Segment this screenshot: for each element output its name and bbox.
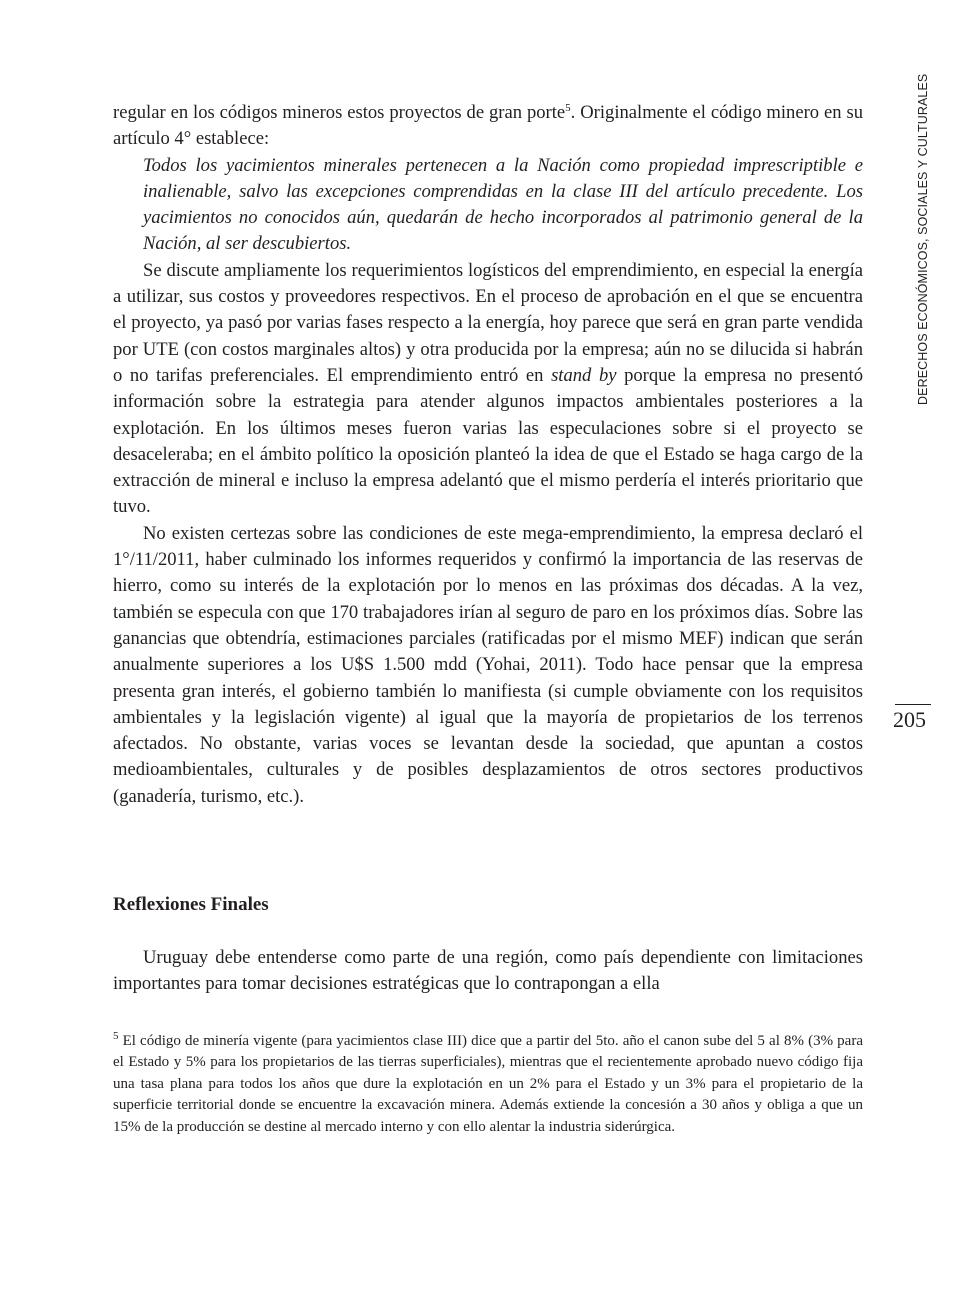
section-heading: Reflexiones Finales — [113, 894, 269, 915]
running-header-text: DERECHOS ECONÓMICOS, SOCIALES Y CULTURALES — [916, 73, 930, 405]
footnote-reference: 5 — [565, 101, 571, 114]
paragraph-1-before: regular en los códigos mineros estos proyectos de gran porte — [113, 102, 566, 123]
paragraph-2-italic: stand by — [551, 364, 617, 386]
footnote — [113, 1031, 863, 1138]
paragraph-2 — [113, 258, 863, 521]
page-number: 205 — [893, 707, 926, 732]
page-number-rule — [895, 704, 931, 705]
closing-text — [113, 945, 863, 998]
paragraph-3: No existen certezas sobre las condiciones de este mega-emprendimiento, la empresa declaró el 1°/11/2011, haber culminado los informes requeridos y confirmó la importancia de las reservas de hierro, como su interés de la explotación por lo menos en las próximas dos décadas. A la vez, también se especula con que 170 trabajadores irían al seguro de paro en los próximos días. Sobre las ganancias que obtendría, estimaciones parciales (ratificadas por el mismo MEF) indican que serán anualmente superiores a los U$S 1.500 mdd (Yohai, 2011). Todo hace pensar que la empresa presenta gran interés, el gobierno también lo manifiesta (si cumple obviamente con los requisitos ambientales y la legislación vigente) al igual que la mayoría de propietarios de los terrenos afectados. No obstante, varias voces se levantan desde la sociedad, que apuntan a costos medioambientales, culturales y de posibles desplazamientos de otros sectores productivos (ganadería, turismo, etc.). — [113, 522, 863, 807]
paragraph-2-before: Se discute ampliamente los requerimientos logísticos del emprendimiento, en especial la energía a utilizar, sus costos y proveedores respectivos. En el proceso de aprobación en el que se encuentra el proyecto, ya pasó por varias fases respecto a la energía, hoy parece que será en gran parte vendida por UTE (con costos marginales altos) y otra producida por la empresa; aún no se dilucida si habrán o no tarifas preferenciales. El emprendimiento entró en — [113, 259, 863, 386]
closing-paragraph: Uruguay debe entenderse como parte de una región, como país dependiente con limitaciones importantes para tomar decisiones estratégicas que lo contrapongan a ella — [113, 947, 863, 995]
main-text — [113, 100, 863, 810]
paragraph-1-after: . Originalmente el código minero en su artículo 4° establece: — [113, 102, 863, 150]
paragraph-1 — [113, 100, 863, 153]
paragraph-2-after: porque la empresa no presentó información sobre la estrategia para atender algunos impactos ambientales posteriores a la explotación. En los últimos meses fueron varias las especulaciones sobre si el proyecto se desaceleraba; en el ámbito político la oposición planteó la idea de que el Estado se haga cargo de la extracción de mineral e incluso la empresa adelantó que el mismo perdería el interés prioritario que tuvo. — [113, 364, 863, 518]
footnote-number: 5 — [113, 1030, 119, 1042]
footnote-text: El código de minería vigente (para yacimientos clase III) dice que a partir del 5to. año el canon sube del 5 al 8% (3% para el Estado y 5% para los propietarios de las tierras superficiales), mientras que el recientemente aprobado nuevo código fija una tasa plana para todos los años que dure la explotación en un 2% para el Estado y un 3% para el propietario de la superficie territorial donde se encuentre la excavación minera. Además extiende la concesión a 30 años y obliga a que un 15% de la producción se destine al mercado interno y con ello alentar la industria siderúrgica. — [113, 1033, 863, 1135]
footnote-paragraph — [113, 1031, 863, 1138]
block-quote: Todos los yacimientos minerales pertenecen a la Nación como propiedad imprescriptible e inalienable, salvo las excepciones comprendidas en la clase III del artículo precedente. Los yacimientos no conocidos aún, quedarán de hecho incorporados al patrimonio general de la Nación, al ser descubiertos. — [143, 154, 863, 255]
